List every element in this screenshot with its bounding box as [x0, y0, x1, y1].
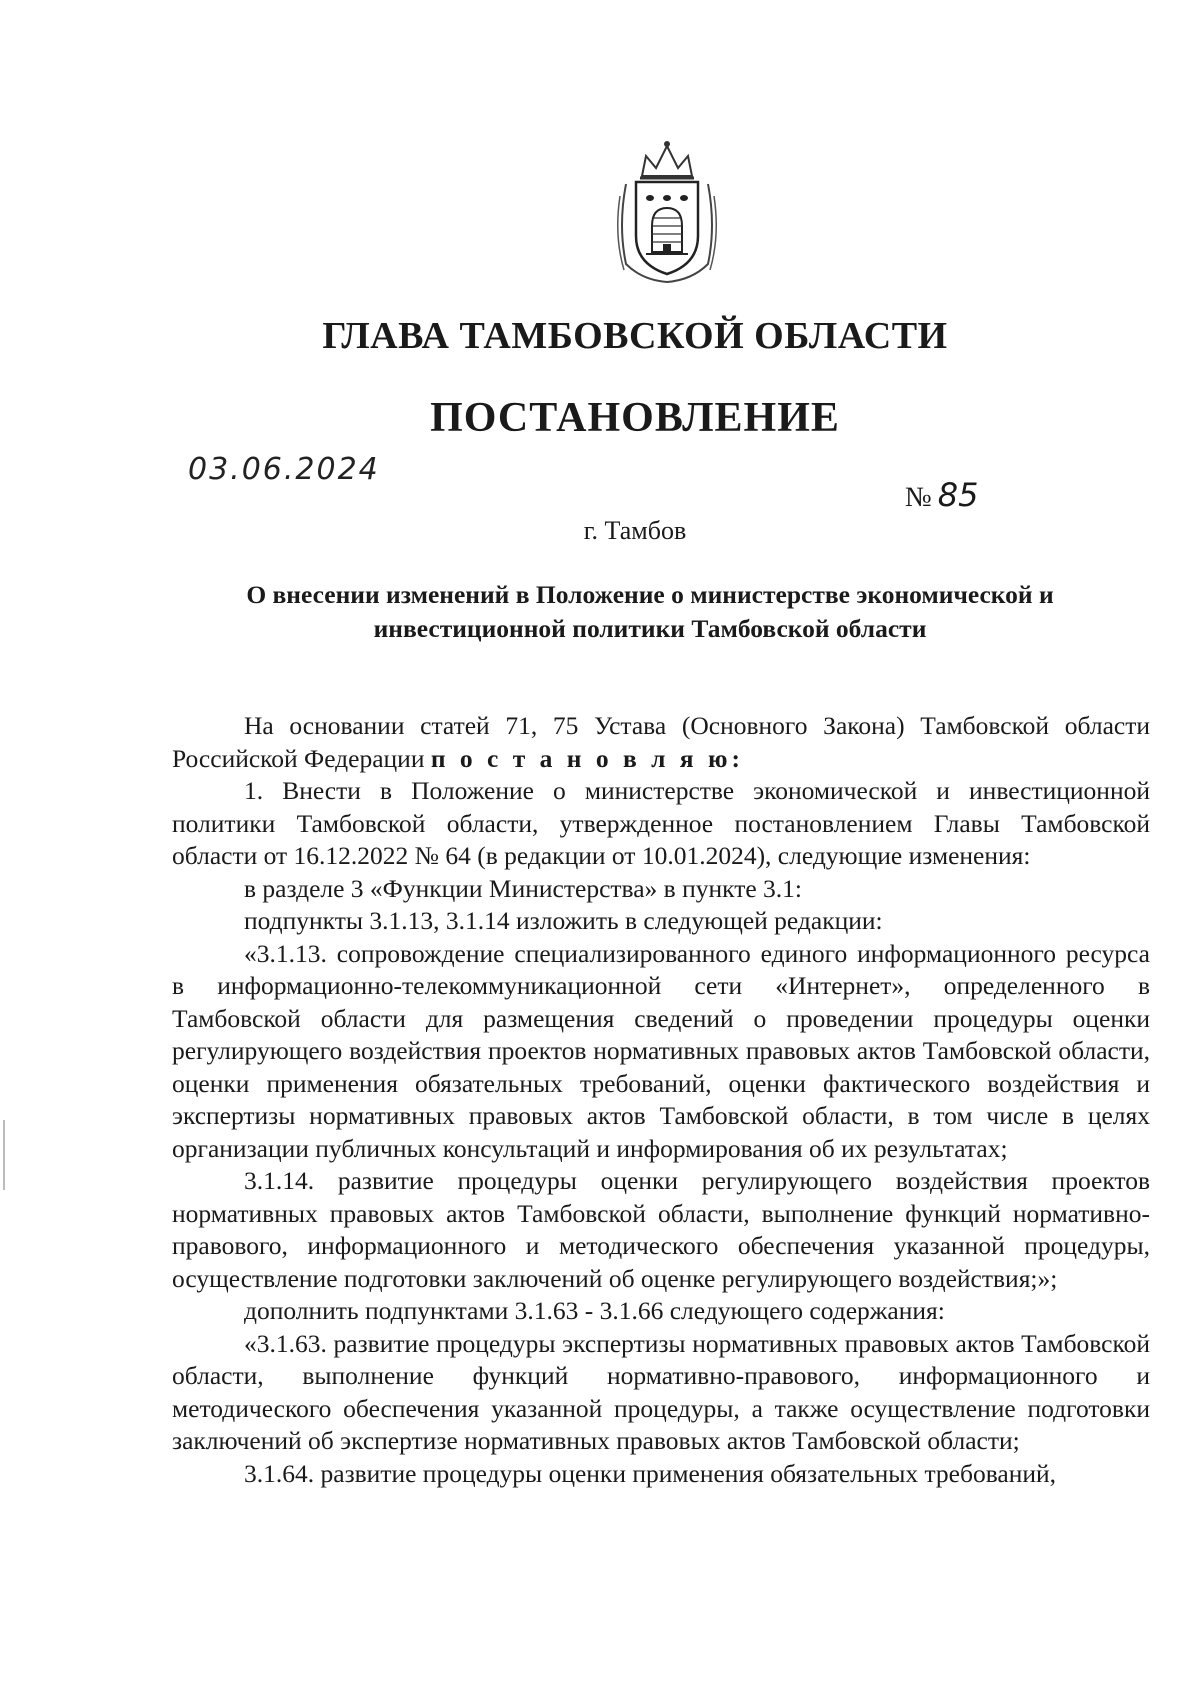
coat-of-arms-icon — [612, 136, 722, 286]
document-body — [172, 710, 1150, 1490]
document-subject: О внесении изменений в Положение о министерстве экономической и инвестиционной политики Тамбовской области — [246, 580, 1054, 643]
paragraph-3-1-63: «3.1.63. развитие процедуры экспертизы нормативных правовых актов Тамбовской области, выполнение функций нормативно-правового, информационного и методического обеспечения указанной процедуры, а также осуществление подготовки заключений об экспертизе нормативных правовых актов Тамбовской области; — [172, 1328, 1150, 1455]
document-date: 03.06.2024 — [188, 452, 380, 487]
paragraph-basis — [172, 710, 1150, 775]
decree-word: п о с т а н о в л я ю: — [430, 743, 744, 773]
number-sign: № — [905, 482, 932, 513]
paragraph-subitems-intro: подпункты 3.1.13, 3.1.14 изложить в следующей редакции: — [244, 906, 883, 935]
paragraph-addition-intro: дополнить подпунктами 3.1.63 - 3.1.66 следующего содержания: — [244, 1296, 945, 1325]
paragraph-section-3: в разделе 3 «Функции Министерства» в пункте 3.1: — [244, 873, 802, 903]
document-number: 85 — [937, 476, 979, 514]
issuing-authority: ГЛАВА ТАМБОВСКОЙ ОБЛАСТИ — [322, 315, 948, 357]
paragraph-3-1-14: 3.1.14. развитие процедуры оценки регулирующего воздействия проектов нормативных правовых актов Тамбовской области, выполнение функций нормативно-правового, информационного и методического обеспечения указанной процедуры, осуществление подготовки заключений об оценке регулирующего воздействия;»; — [172, 1166, 1150, 1293]
basis-text: На основании статей 71, 75 Устава (Основного Закона) Тамбовской области Российской Федерации — [172, 711, 1150, 773]
paragraph-3-1-64: 3.1.64. развитие процедуры оценки применения обязательных требований, — [244, 1458, 1057, 1488]
paragraph-3-1-13: «3.1.13. сопровождение специализированного единого информационного ресурса в информационно-телекоммуникационной сети «Интернет», определенного в Тамбовской области для размещения сведений о проведении процедуры оценки регулирующего воздействия проектов нормативных правовых актов Тамбовской области, оценки применения обязательных требований, оценки фактического воздействия и экспертизы нормативных правовых актов Тамбовской области, в том числе в целях организации публичных консультаций и информирования об их результатах; — [172, 938, 1150, 1163]
document-type: ПОСТАНОВЛЕНИЕ — [430, 395, 840, 441]
document-city: г. Тамбов — [583, 516, 687, 545]
scan-edge-mark — [3, 1120, 5, 1190]
paragraph-item-1: 1. Внести в Положение о министерстве экономической и инвестиционной политики Тамбовской области, утвержденное постановлением Главы Тамбовской области от 16.12.2022 № 64 (в редакции от 10.01.2024), следующие изменения: — [172, 776, 1150, 870]
document-number-block — [905, 476, 978, 514]
